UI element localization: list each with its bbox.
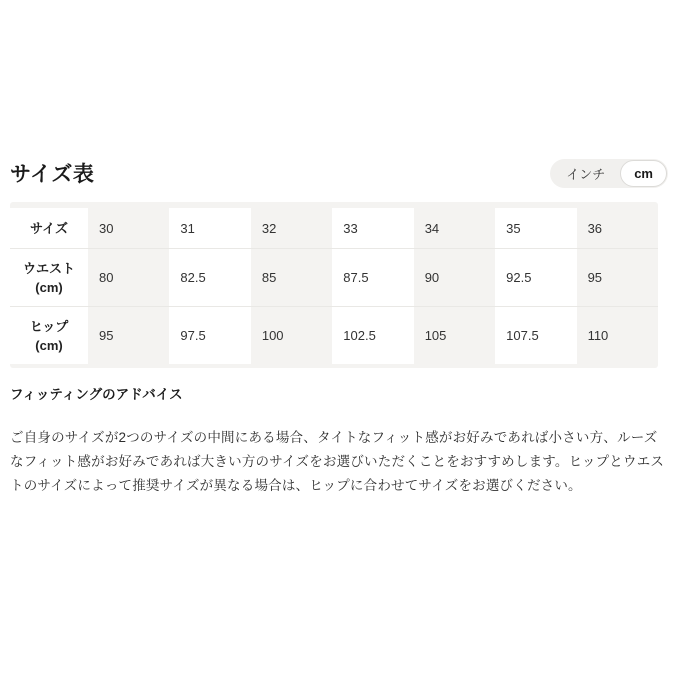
table-row-size	[10, 208, 658, 248]
row-label-text: サイズ	[30, 220, 68, 236]
table-cell: 90	[414, 249, 495, 306]
table-cell: 33	[332, 208, 413, 248]
page-header	[10, 150, 668, 196]
row-label-text: ヒップ	[29, 318, 69, 334]
row-label-unit: (cm)	[35, 279, 63, 295]
table-cell: 110	[577, 307, 658, 364]
table-cell: 105	[414, 307, 495, 364]
table-cell: 95	[88, 307, 169, 364]
table-cell: 95	[577, 249, 658, 306]
table-cell: 102.5	[332, 307, 413, 364]
unit-option-cm[interactable]: cm	[620, 160, 667, 187]
table-cell: 36	[577, 208, 658, 248]
table-cell: 35	[495, 208, 576, 248]
row-label-unit: (cm)	[35, 337, 63, 353]
size-table	[10, 202, 658, 368]
row-label-waist	[10, 249, 88, 306]
unit-option-inch[interactable]: インチ	[566, 166, 606, 182]
table-cell: 107.5	[495, 307, 576, 364]
table-cell: 82.5	[169, 249, 250, 306]
table-row-hip	[10, 306, 658, 364]
page-title: サイズ表	[10, 163, 95, 186]
table-cell: 85	[251, 249, 332, 306]
table-cell: 80	[88, 249, 169, 306]
row-label-hip	[10, 307, 88, 364]
row-label-text: ウエスト	[22, 260, 75, 276]
table-row-waist	[10, 248, 658, 306]
fitting-advice-section	[10, 383, 670, 498]
advice-heading: フィッティングのアドバイス	[10, 387, 183, 402]
table-cell: 34	[414, 208, 495, 248]
table-cell: 97.5	[169, 307, 250, 364]
table-cell: 31	[169, 208, 250, 248]
table-cell: 30	[88, 208, 169, 248]
table-cell: 87.5	[332, 249, 413, 306]
table-cell: 100	[251, 307, 332, 364]
table-cell: 92.5	[495, 249, 576, 306]
unit-toggle	[550, 159, 668, 188]
table-cell: 32	[251, 208, 332, 248]
row-label-size	[10, 208, 88, 248]
advice-text: ご自身のサイズが2つのサイズの中間にある場合、タイトなフィット感がお好みであれば小さい方、ルーズなフィット感がお好みであれば大きい方のサイズをお選びいただくことをおすすめします。ヒップとウエストのサイズによって推奨サイズが異なる場合は、ヒップに合わせてサイズをお選びください。	[10, 430, 665, 493]
